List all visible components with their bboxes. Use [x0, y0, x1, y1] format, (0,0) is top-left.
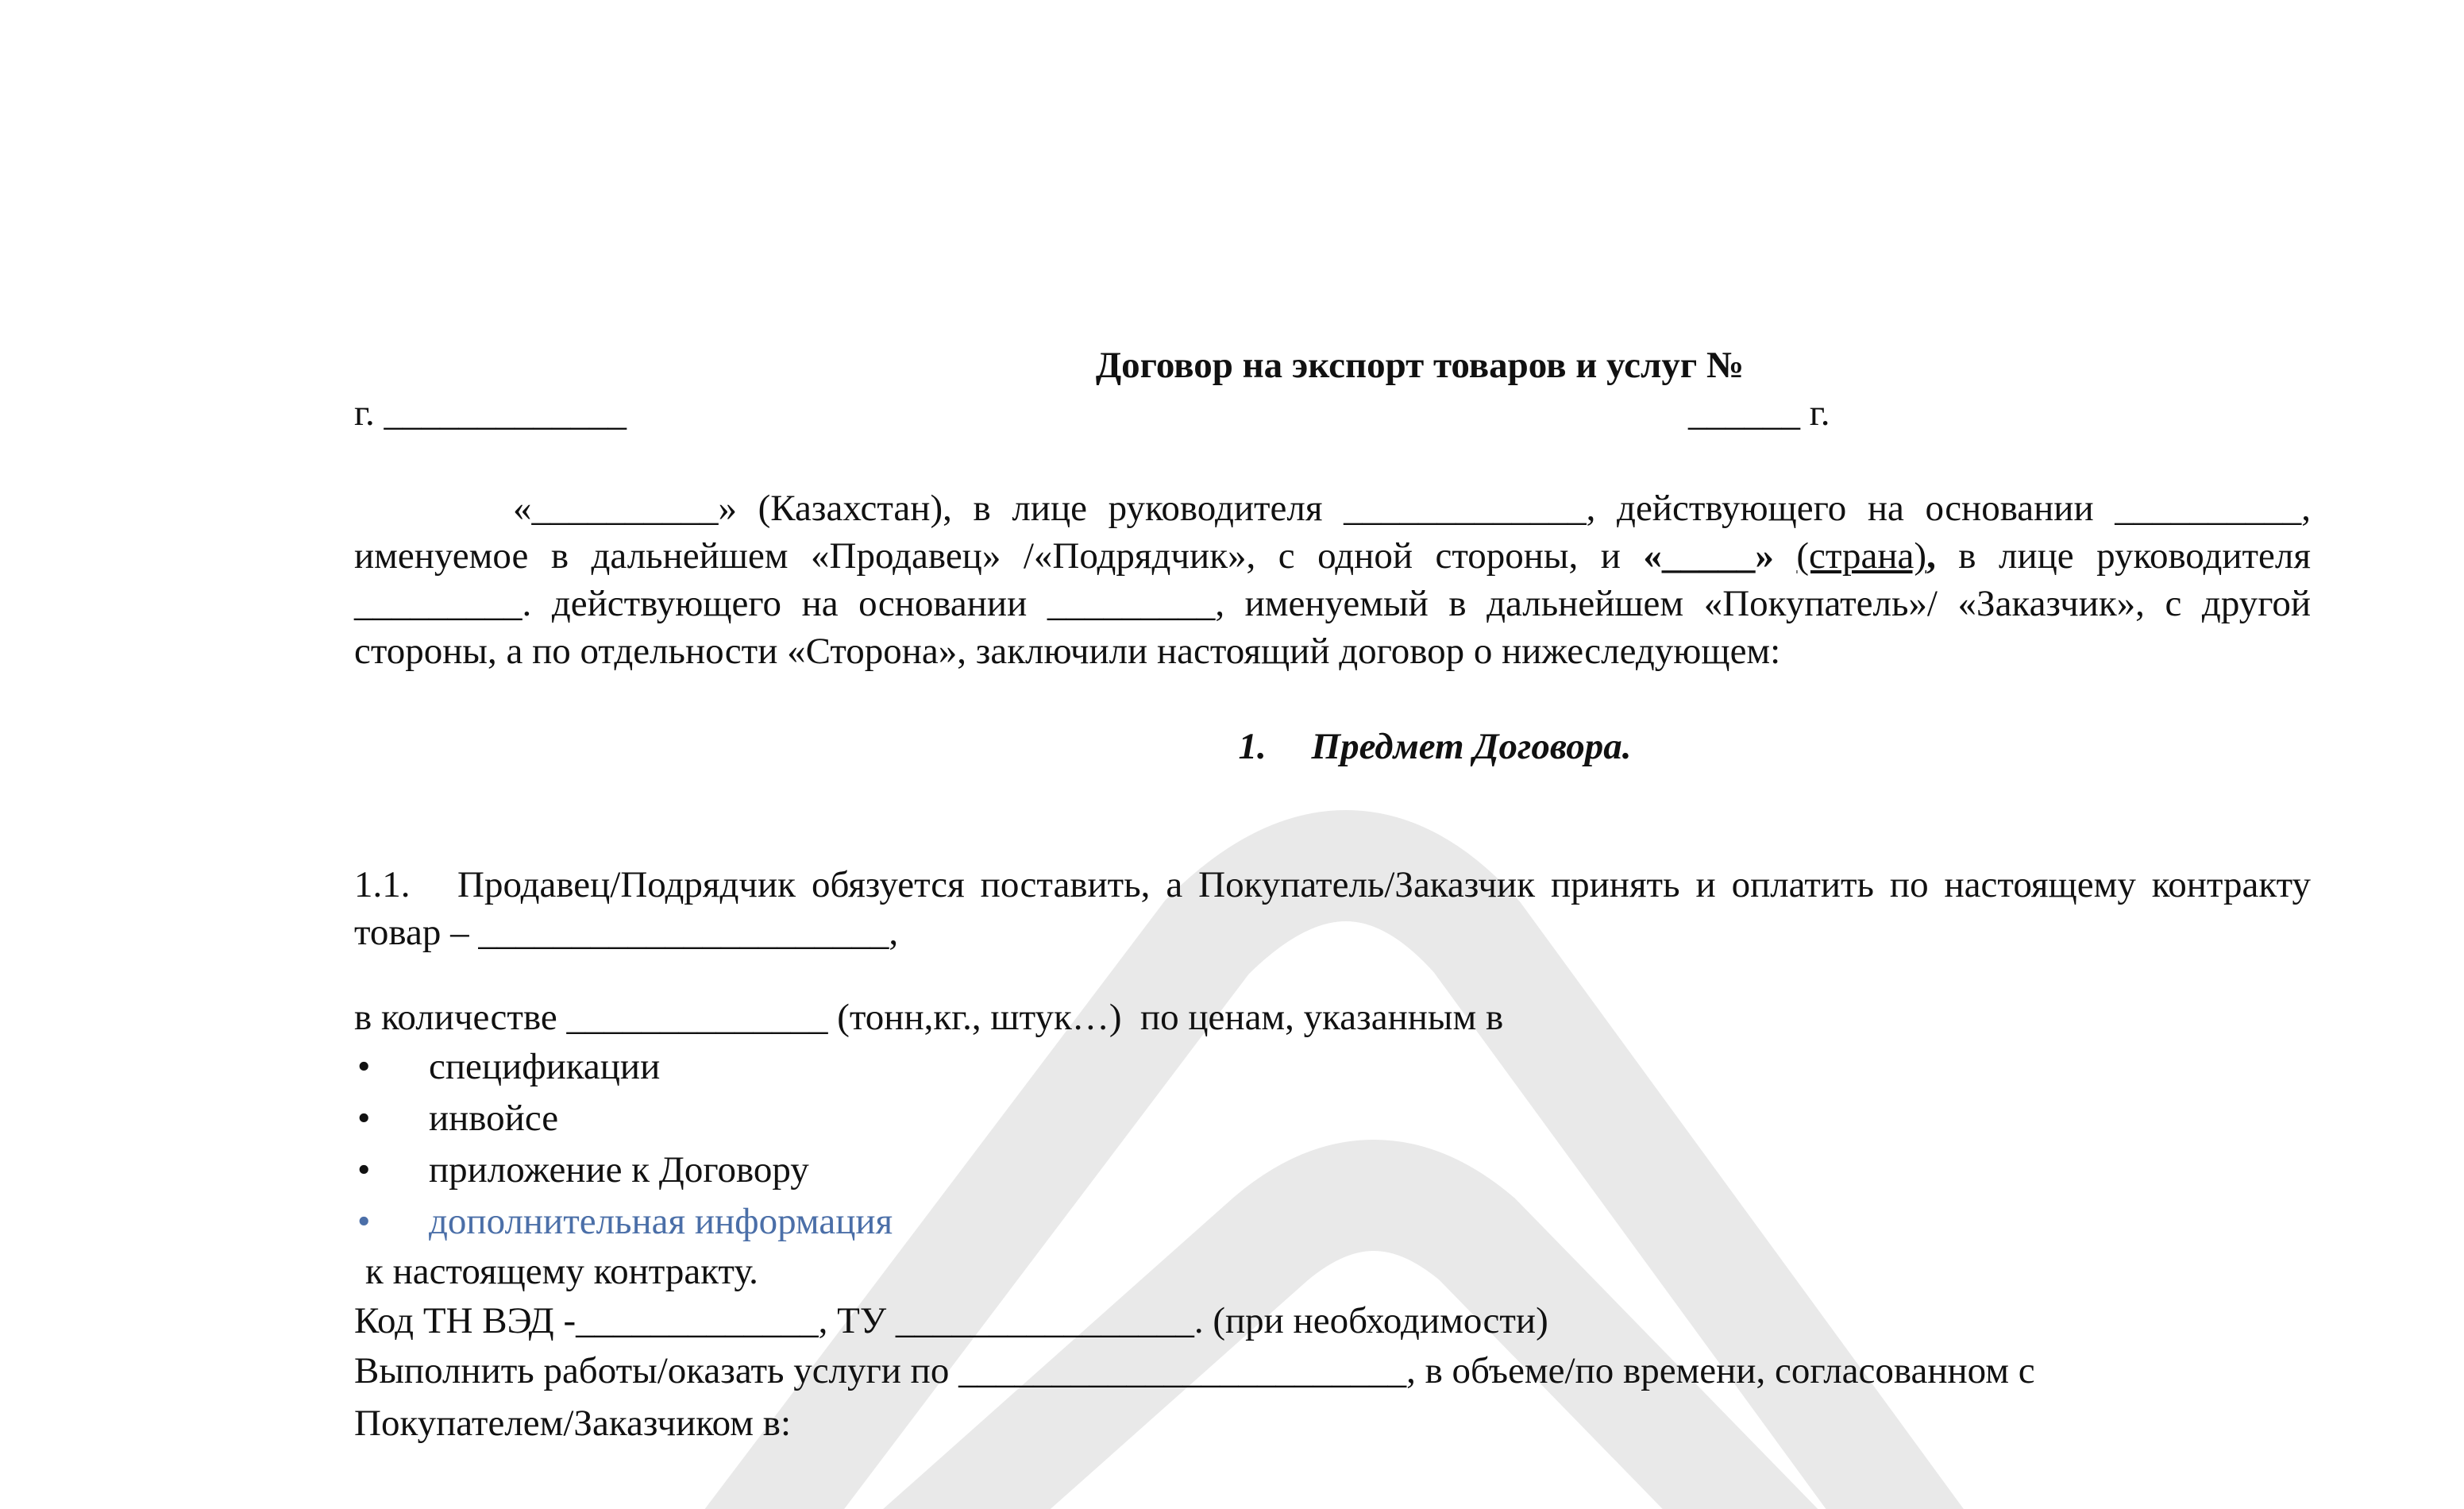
document-title: Договор на экспорт товаров и услуг № — [1095, 345, 1745, 386]
to-contract-line: к настоящему контракту. — [365, 1251, 758, 1292]
quantity-line: в количестве ______________ (тонн,кг., штук…) по ценам, указанным в — [354, 997, 1504, 1038]
list-item-highlighted: • дополнительная информация — [354, 1196, 2311, 1248]
space-separator — [1774, 535, 1797, 577]
list-item: • приложение к Договору — [354, 1144, 2311, 1196]
works-line-2: Покупателем/Заказчиком в: — [354, 1403, 792, 1444]
buyer-country: (страна) — [1796, 535, 1927, 577]
document-list — [354, 1041, 2311, 1248]
bullet-icon: • — [357, 1046, 371, 1087]
clause-1-1-number: 1.1. — [354, 864, 411, 905]
list-item: • спецификации — [354, 1041, 2311, 1093]
bullet-icon: • — [357, 1149, 371, 1191]
intro-buyer-text: в лице руководителя _________. действующего на основании _________, именуемый в дальнейшем «Покупатель»/ «Заказчик», с другой стороны, а по отдельности «Сторона», заключили настоящий договор о нижеследующем: — [354, 535, 2311, 672]
section-1-heading — [354, 723, 2311, 770]
section-1-title: Предмет Договора. — [1311, 726, 1632, 767]
city-date-row — [354, 389, 2311, 437]
bullet-icon: • — [357, 1098, 371, 1139]
bullet-icon: • — [357, 1201, 371, 1242]
date-field: ______ г. — [1688, 392, 1830, 434]
intro-paragraph — [354, 484, 2311, 675]
document-page — [354, 342, 2311, 1449]
bold-comma: , — [1926, 535, 1936, 577]
clause-1-1-text: Продавец/Подрядчик обязуется поставить, а Покупатель/Заказчик принять и оплатить по настоящему контракту товар – ______________________, — [354, 864, 2311, 953]
clause-1-1 — [354, 861, 2311, 956]
seller-name-blank: «__________» — [513, 488, 737, 529]
intro-seller-text: (Казахстан), в лице руководителя _____________, действующего на основании __________, именуемое в дальнейшем «Продавец» /«Подрядчик», с одной стороны, и — [354, 488, 2311, 577]
tnved-code-line: Код ТН ВЭД -_____________, ТУ ________________. (при необходимости) — [354, 1300, 1548, 1341]
city-field: г. _____________ — [354, 392, 627, 434]
list-item: • инвойсе — [354, 1093, 2311, 1144]
buyer-name-blank: «_____» — [1643, 535, 1774, 577]
works-line-1: Выполнить работы/оказать услуги по ________________________, в объеме/по времени, согласованном с — [354, 1350, 2035, 1391]
section-1-number: 1. — [1238, 726, 1267, 767]
